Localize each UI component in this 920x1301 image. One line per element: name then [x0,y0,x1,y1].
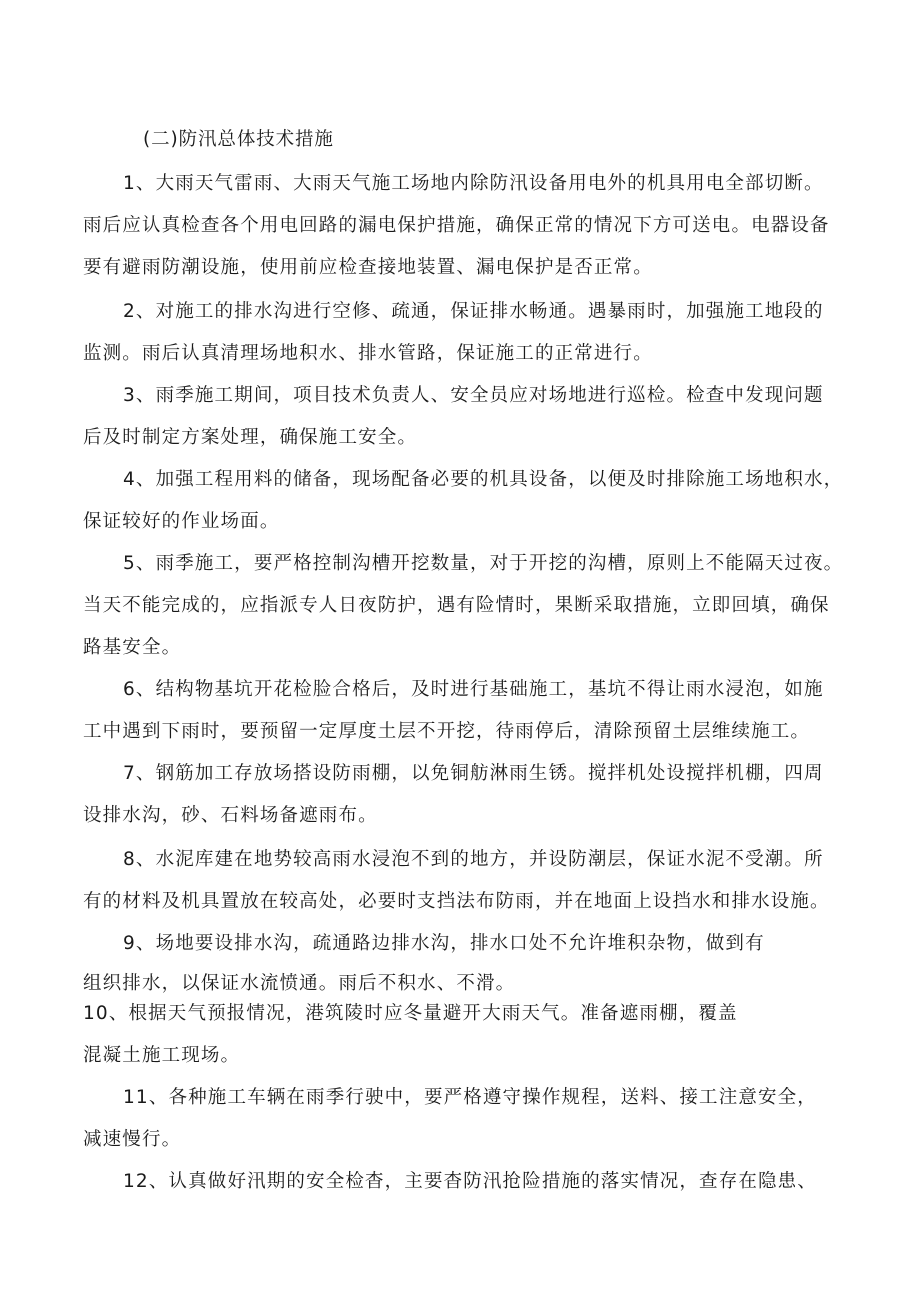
paragraph-6-line-1: 6、结构物基坑开花检脸合格后，及时进行基础施工，基坑不得让雨水浸泡，如施 [123,679,824,700]
paragraph-11-line-2: 减速慢行。 [83,1129,182,1150]
paragraph-7-line-2: 设排水沟，砂、石料场备遮雨布。 [83,805,378,826]
paragraph-8-line-1: 8、水泥库建在地势较高雨水浸泡不到的地方，并设防潮层，保证水泥不受潮。所 [123,849,824,870]
section-heading: (二)防汛总体技术措施 [143,129,334,150]
paragraph-11-line-1: 11、各种施工车辆在雨季行驶中，要严格遵守操作规程，送料、接工注意安全， [123,1087,817,1108]
paragraph-5-line-1: 5、雨季施工，要严格控制沟槽开挖数量，对于开挖的沟槽，原则上不能隔天过夜。 [123,553,844,574]
paragraph-5-line-2: 当天不能完成的，应指派专人日夜防护，遇有险情时，果断采取措施，立即回填，确保 [83,595,830,616]
paragraph-2-line-2: 监测。雨后认真清理场地积水、排水管路，保证施工的正常进行。 [83,343,653,364]
paragraph-1-line-2: 雨后应认真检查各个用电回路的漏电保护措施，确保正常的情况下方可送电。电器设备 [83,215,830,236]
paragraph-4-line-1: 4、加强工程用料的储备，现场配备必要的机具设备，以便及时排除施工场地积水， [123,469,844,490]
paragraph-10-line-1: 10、根据天气预报情况，港筑陵时应冬量避开大雨天气。准备遮雨棚，覆盖 [83,1003,738,1024]
paragraph-12-line-1: 12、认真做好汛期的安全检杳，主要杳防汛抢险措施的落实情况，查存在隐患、 [123,1171,817,1192]
paragraph-2-line-1: 2、对施工的排水沟进行空修、疏通，保证排水畅通。遇暴雨时，加强施工地段的 [123,301,824,322]
paragraph-3-line-2: 后及时制定方案处理，确保施工安全。 [83,427,418,448]
paragraph-9-line-2: 组织排水，以保证水流愤通。雨后不积水、不滑。 [83,973,516,994]
paragraph-6-line-2: 工中遇到下雨时，要预留一定厚度土层不开挖，待雨停后，清除预留土层维续施工。 [83,721,811,742]
paragraph-5-line-3: 路基安全。 [83,637,182,658]
paragraph-7-line-1: 7、钢筋加工存放场搭设防雨棚，以免铜舫淋雨生锈。搅拌机处设搅拌机棚，四周 [123,763,824,784]
paragraph-3-line-1: 3、雨季施工期间，项目技术负责人、安全员应对场地进行巡检。检查中发现问题 [123,385,824,406]
paragraph-1-line-3: 要有避雨防潮设施，使用前应检查接地装置、漏电保护是否正常。 [83,257,653,278]
paragraph-4-line-2: 保证较好的作业场面。 [83,511,280,532]
paragraph-9-line-1: 9、场地要设排水沟，疏通路边排水沟，排水口处不允许堆积杂物，做到有 [123,933,765,954]
paragraph-1-line-1: 1、大雨天气雷雨、大雨天气施工场地内除防汛设备用电外的机具用电全部切断。 [123,173,824,194]
paragraph-8-line-2: 有的材料及机具置放在较高处，必要时支挡法布防雨，并在地面上设挡水和排水设施。 [83,891,830,912]
paragraph-10-line-2: 混凝土施工现场。 [83,1045,241,1066]
